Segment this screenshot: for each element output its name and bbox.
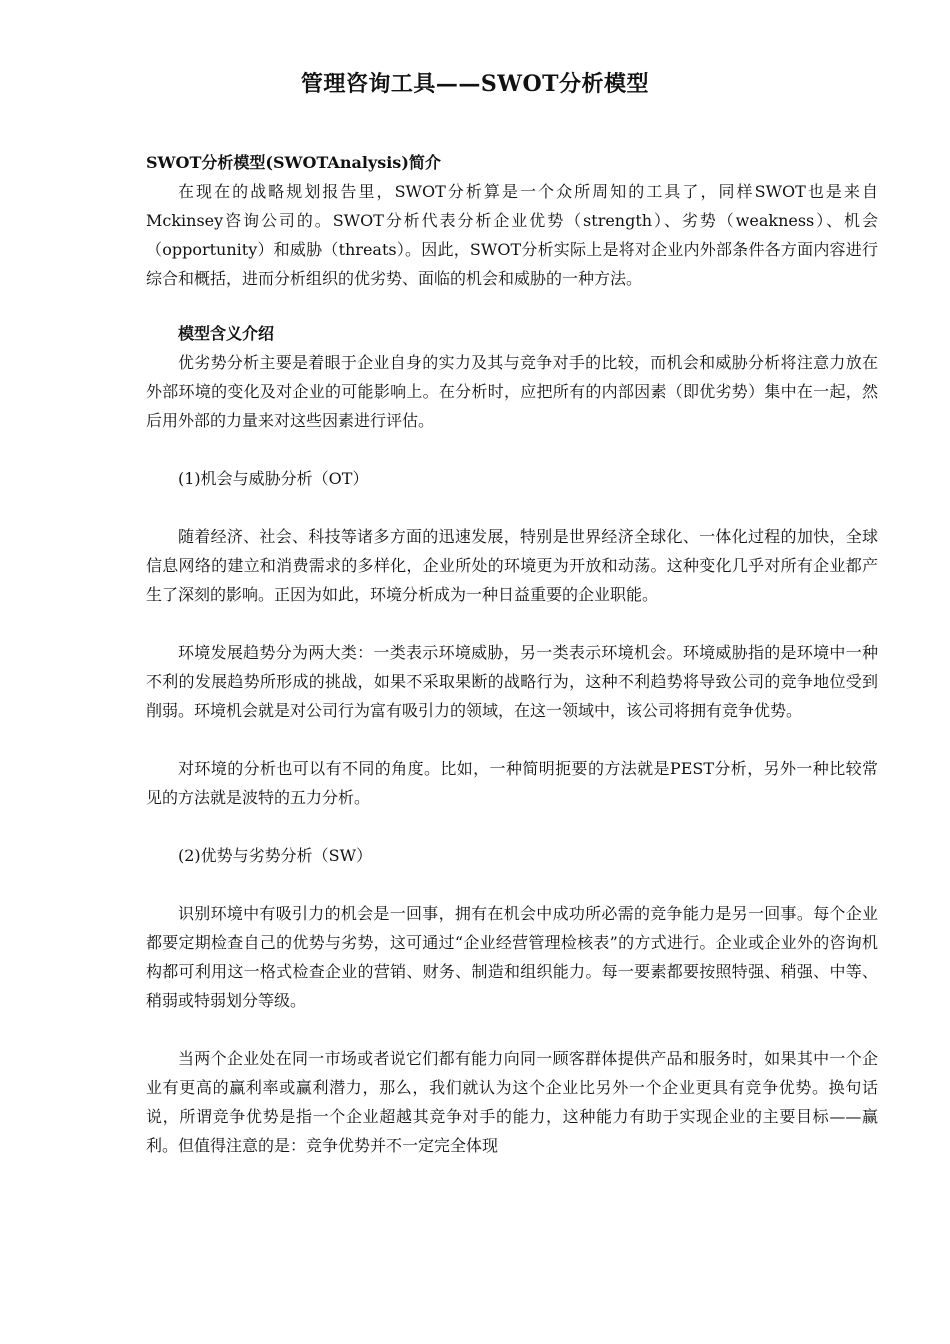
sw-paragraph-2: 当两个企业处在同一市场或者说它们都有能力向同一顾客群体提供产品和服务时，如果其中一个企业有更高的赢利率或赢利潜力，那么，我们就认为这个企业比另外一个企业更具有竞争优势。换句话说，所谓竞争优势是指一个企业超越其竞争对手的能力，这种能力有助于实现企业的主要目标——赢利。但值得注意的是：竞争优势并不一定完全体现 <box>146 1049 878 1155</box>
ot-paragraph-2: 环境发展趋势分为两大类：一类表示环境威胁，另一类表示环境机会。环境威胁指的是环境中一种不利的发展趋势所形成的挑战，如果不采取果断的战略行为，这种不利趋势将导致公司的竞争地位受到削弱。环境机会就是对公司行为富有吸引力的领域，在这一领域中，该公司将拥有竞争优势。 <box>146 643 878 720</box>
meaning-heading: 模型含义介绍 <box>178 324 275 343</box>
meaning-paragraph: 优劣势分析主要是着眼于企业自身的实力及其与竞争对手的比较，而机会和威胁分析将注意力放在外部环境的变化及对企业的可能影响上。在分析时，应把所有的内部因素（即优劣势）集中在一起，然后用外部的力量来对这些因素进行评估。 <box>146 353 878 430</box>
document-title: 管理咨询工具——SWOT分析模型 <box>300 71 650 97</box>
intro-heading: SWOT分析模型(SWOTAnalysis)简介 <box>146 153 441 172</box>
sw-paragraph-1: 识别环境中有吸引力的机会是一回事，拥有在机会中成功所必需的竞争能力是另一回事。每个企业都要定期检查自己的优势与劣势，这可通过“企业经营管理检核表”的方式进行。企业或企业外的咨询机构都可利用这一格式检查企业的营销、财务、制造和组织能力。每一要素都要按照特强、稍强、中等、稍弱或特弱划分等级。 <box>146 904 878 1010</box>
ot-heading: (1)机会与威胁分析（OT） <box>178 469 369 488</box>
ot-paragraph-1: 随着经济、社会、科技等诸多方面的迅速发展，特别是世界经济全球化、一体化过程的加快，全球信息网络的建立和消费需求的多样化，企业所处的环境更为开放和动荡。这种变化几乎对所有企业都产生了深刻的影响。正因为如此，环境分析成为一种日益重要的企业职能。 <box>146 527 878 604</box>
sw-heading: (2)优势与劣势分析（SW） <box>178 846 373 865</box>
ot-paragraph-3: 对环境的分析也可以有不同的角度。比如，一种简明扼要的方法就是PEST分析，另外一种比较常见的方法就是波特的五力分析。 <box>146 759 878 807</box>
intro-paragraph: 在现在的战略规划报告里，SWOT分析算是一个众所周知的工具了，同样SWOT也是来自Mckinsey咨询公司的。SWOT分析代表分析企业优势（strength）、劣势（weakness）、机会（opportunity）和威胁（threats）。因此，SWOT分析实际上是将对企业内外部条件各方面内容进行综合和概括，进而分析组织的优劣势、面临的机会和威胁的一种方法。 <box>146 182 878 288</box>
document-body <box>146 148 878 1160</box>
